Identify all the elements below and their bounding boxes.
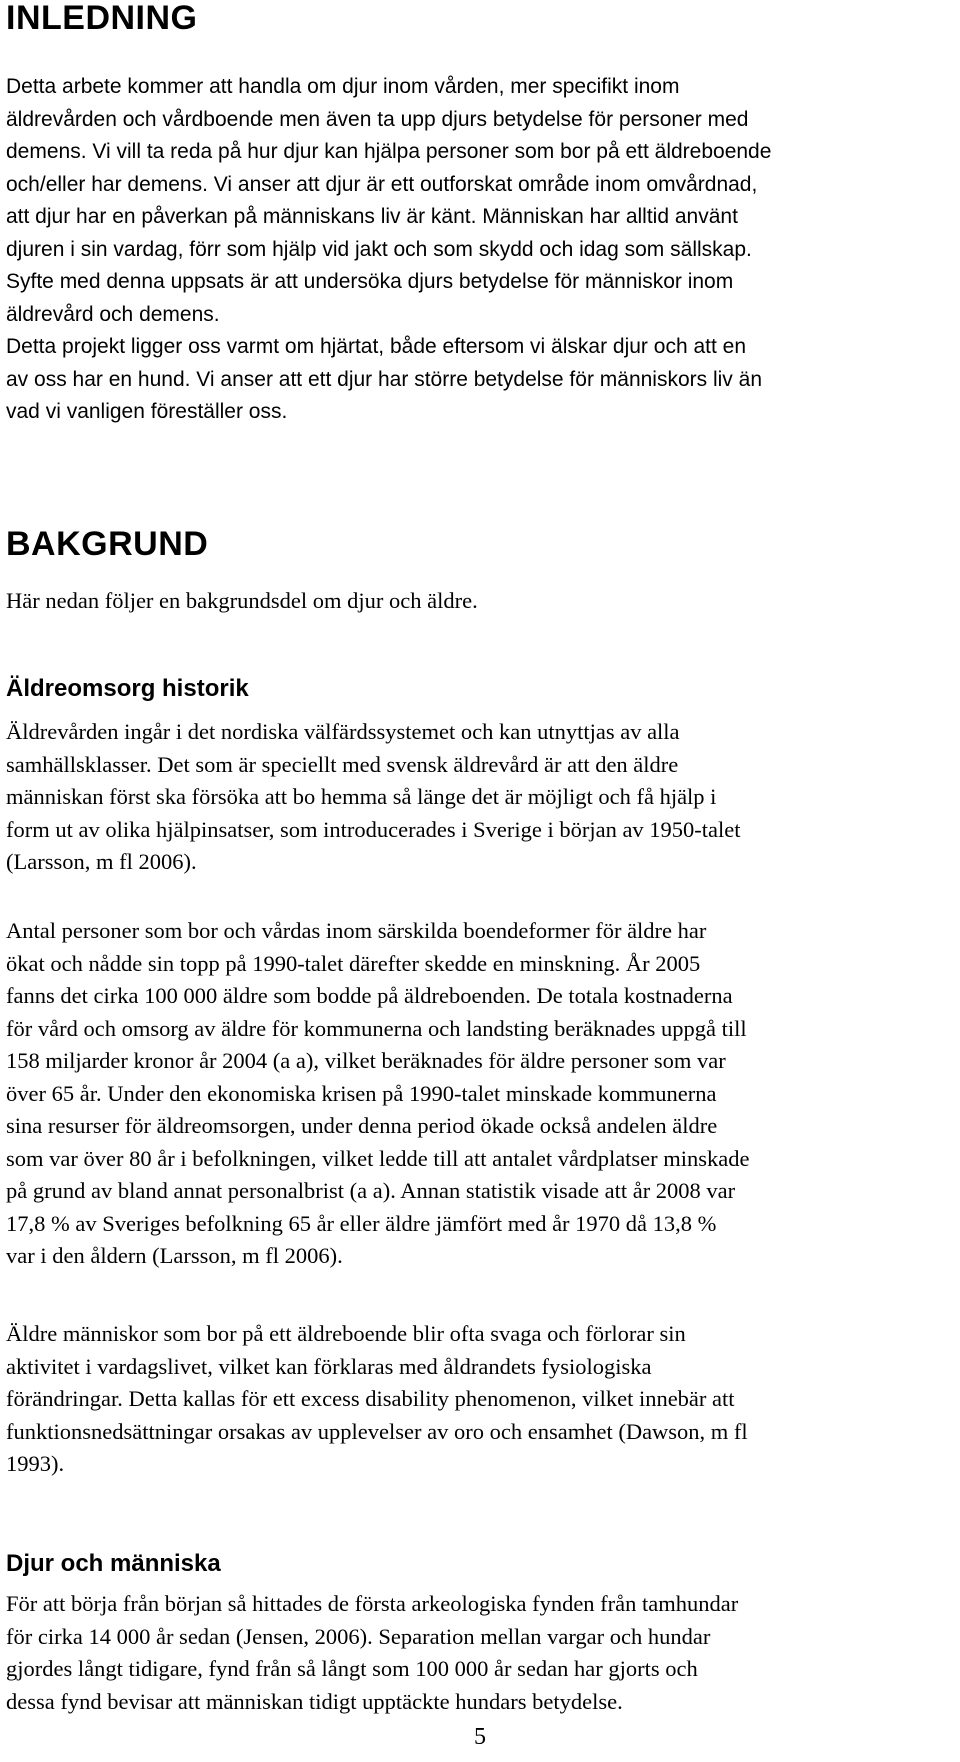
intro-line: vad vi vanligen föreställer oss. [6,400,288,423]
paragraph-line: Äldre människor som bor på ett äldreboende blir ofta svaga och förlorar sin [6,1321,686,1346]
paragraph-line: över 65 år. Under den ekonomiska krisen på 1990-talet minskade kommunerna [6,1080,717,1106]
paragraph-line: Äldrevården ingår i det nordiska välfärdssystemet och kan utnyttjas av alla [6,719,680,744]
paragraph-line: dessa fynd bevisar att människan tidigt upptäckte hundars betydelse. [6,1688,623,1714]
paragraph-line: som var över 80 år i befolkningen, vilket ledde till att antalet vårdplatser minskade [6,1145,750,1171]
intro-line: demens. Vi vill ta reda på hur djur kan hjälpa personer som bor på ett äldreboende [6,140,772,163]
intro-line: djuren i sin vardag, förr som hjälp vid jakt och som skydd och idag som sällskap. [6,237,752,261]
intro-line: Detta projekt ligger oss varmt om hjärtat, både eftersom vi älskar djur och att en [6,335,746,358]
paragraph-line: sina resurser för äldreomsorgen, under denna period ökade också andelen äldre [6,1113,718,1138]
paragraph-line: 17,8 % av Sveriges befolkning 65 år eller äldre jämfört med år 1970 då 13,8 % [6,1210,717,1236]
heading-bakgrund: BAKGRUND [6,525,209,563]
paragraph-line: människan först ska försöka att bo hemma så länge det är möjligt och få hjälp i [6,784,717,809]
intro-paragraph [6,71,956,429]
paragraph-line: fanns det cirka 100 000 äldre som bodde på äldreboenden. De totala kostnaderna [6,983,733,1008]
paragraph-line: samhällsklasser. Det som är speciellt med svensk äldrevård är att den äldre [6,751,679,777]
paragraph-line: för cirka 14 000 år sedan (Jensen, 2006). Separation mellan vargar och hundar [6,1623,711,1649]
paragraph-line: gjordes långt tidigare, fynd från så långt som 100 000 år sedan har gjorts och [6,1656,698,1681]
paragraph-line: för vård och omsorg av äldre för kommunerna och landsting beräknades uppgå till [6,1015,747,1041]
elder-care-paragraph-1 [6,716,956,879]
paragraph-line: (Larsson, m fl 2006). [6,849,197,874]
paragraph-line: Antal personer som bor och vårdas inom särskilda boendeformer för äldre har [6,918,707,943]
paragraph-line: var i den åldern (Larsson, m fl 2006). [6,1243,343,1268]
page-number: 5 [474,1724,486,1750]
paragraph-line: 1993). [6,1451,65,1476]
intro-line: att djur har en påverkan på människans liv är känt. Människan har alltid använt [6,205,738,228]
intro-line: äldrevård och demens. [6,302,220,326]
intro-line: och/eller har demens. Vi anser att djur är ett outforskat område inom omvårdnad, [6,172,758,196]
intro-line: av oss har en hund. Vi anser att ett djur har större betydelse för människors liv än [6,367,762,391]
intro-line: Detta arbete kommer att handla om djur inom vården, mer specifikt inom [6,75,680,98]
heading-inledning: INLEDNING [6,0,198,37]
heading-aldreomsorg-historik: Äldreomsorg historik [6,675,249,702]
paragraph-line: 158 miljarder kronor år 2004 (a a), vilket beräknades för äldre personer som var [6,1048,726,1073]
paragraph-line: förändringar. Detta kallas för ett excess disability phenomenon, vilket innebär att [6,1386,735,1411]
heading-djur-och-manniska: Djur och människa [6,1550,221,1577]
paragraph-line: För att börja från början så hittades de första arkeologiska fynden från tamhundar [6,1591,739,1616]
paragraph-line: på grund av bland annat personalbrist (a a). Annan statistik visade att år 2008 var [6,1178,736,1203]
intro-line: Syfte med denna uppsats är att undersöka djurs betydelse för människor inom [6,270,734,293]
elder-care-paragraph-2 [6,915,956,1273]
background-intro-paragraph: Här nedan följer en bakgrundsdel om djur och äldre. [6,588,478,613]
animals-paragraph-1 [6,1588,956,1718]
paragraph-line: aktivitet i vardagslivet, vilket kan förklaras med åldrandets fysiologiska [6,1353,652,1379]
paragraph-line: ökat och nådde sin topp på 1990-talet därefter skedde en minskning. År 2005 [6,950,701,976]
elder-care-paragraph-3 [6,1318,956,1481]
paragraph-line: funktionsnedsättningar orsakas av upplevelser av oro och ensamhet (Dawson, m fl [6,1418,748,1444]
paragraph-line: form ut av olika hjälpinsatser, som introducerades i Sverige i början av 1950-talet [6,816,741,842]
intro-line: äldrevården och vårdboende men även ta upp djurs betydelse för personer med [6,107,749,131]
